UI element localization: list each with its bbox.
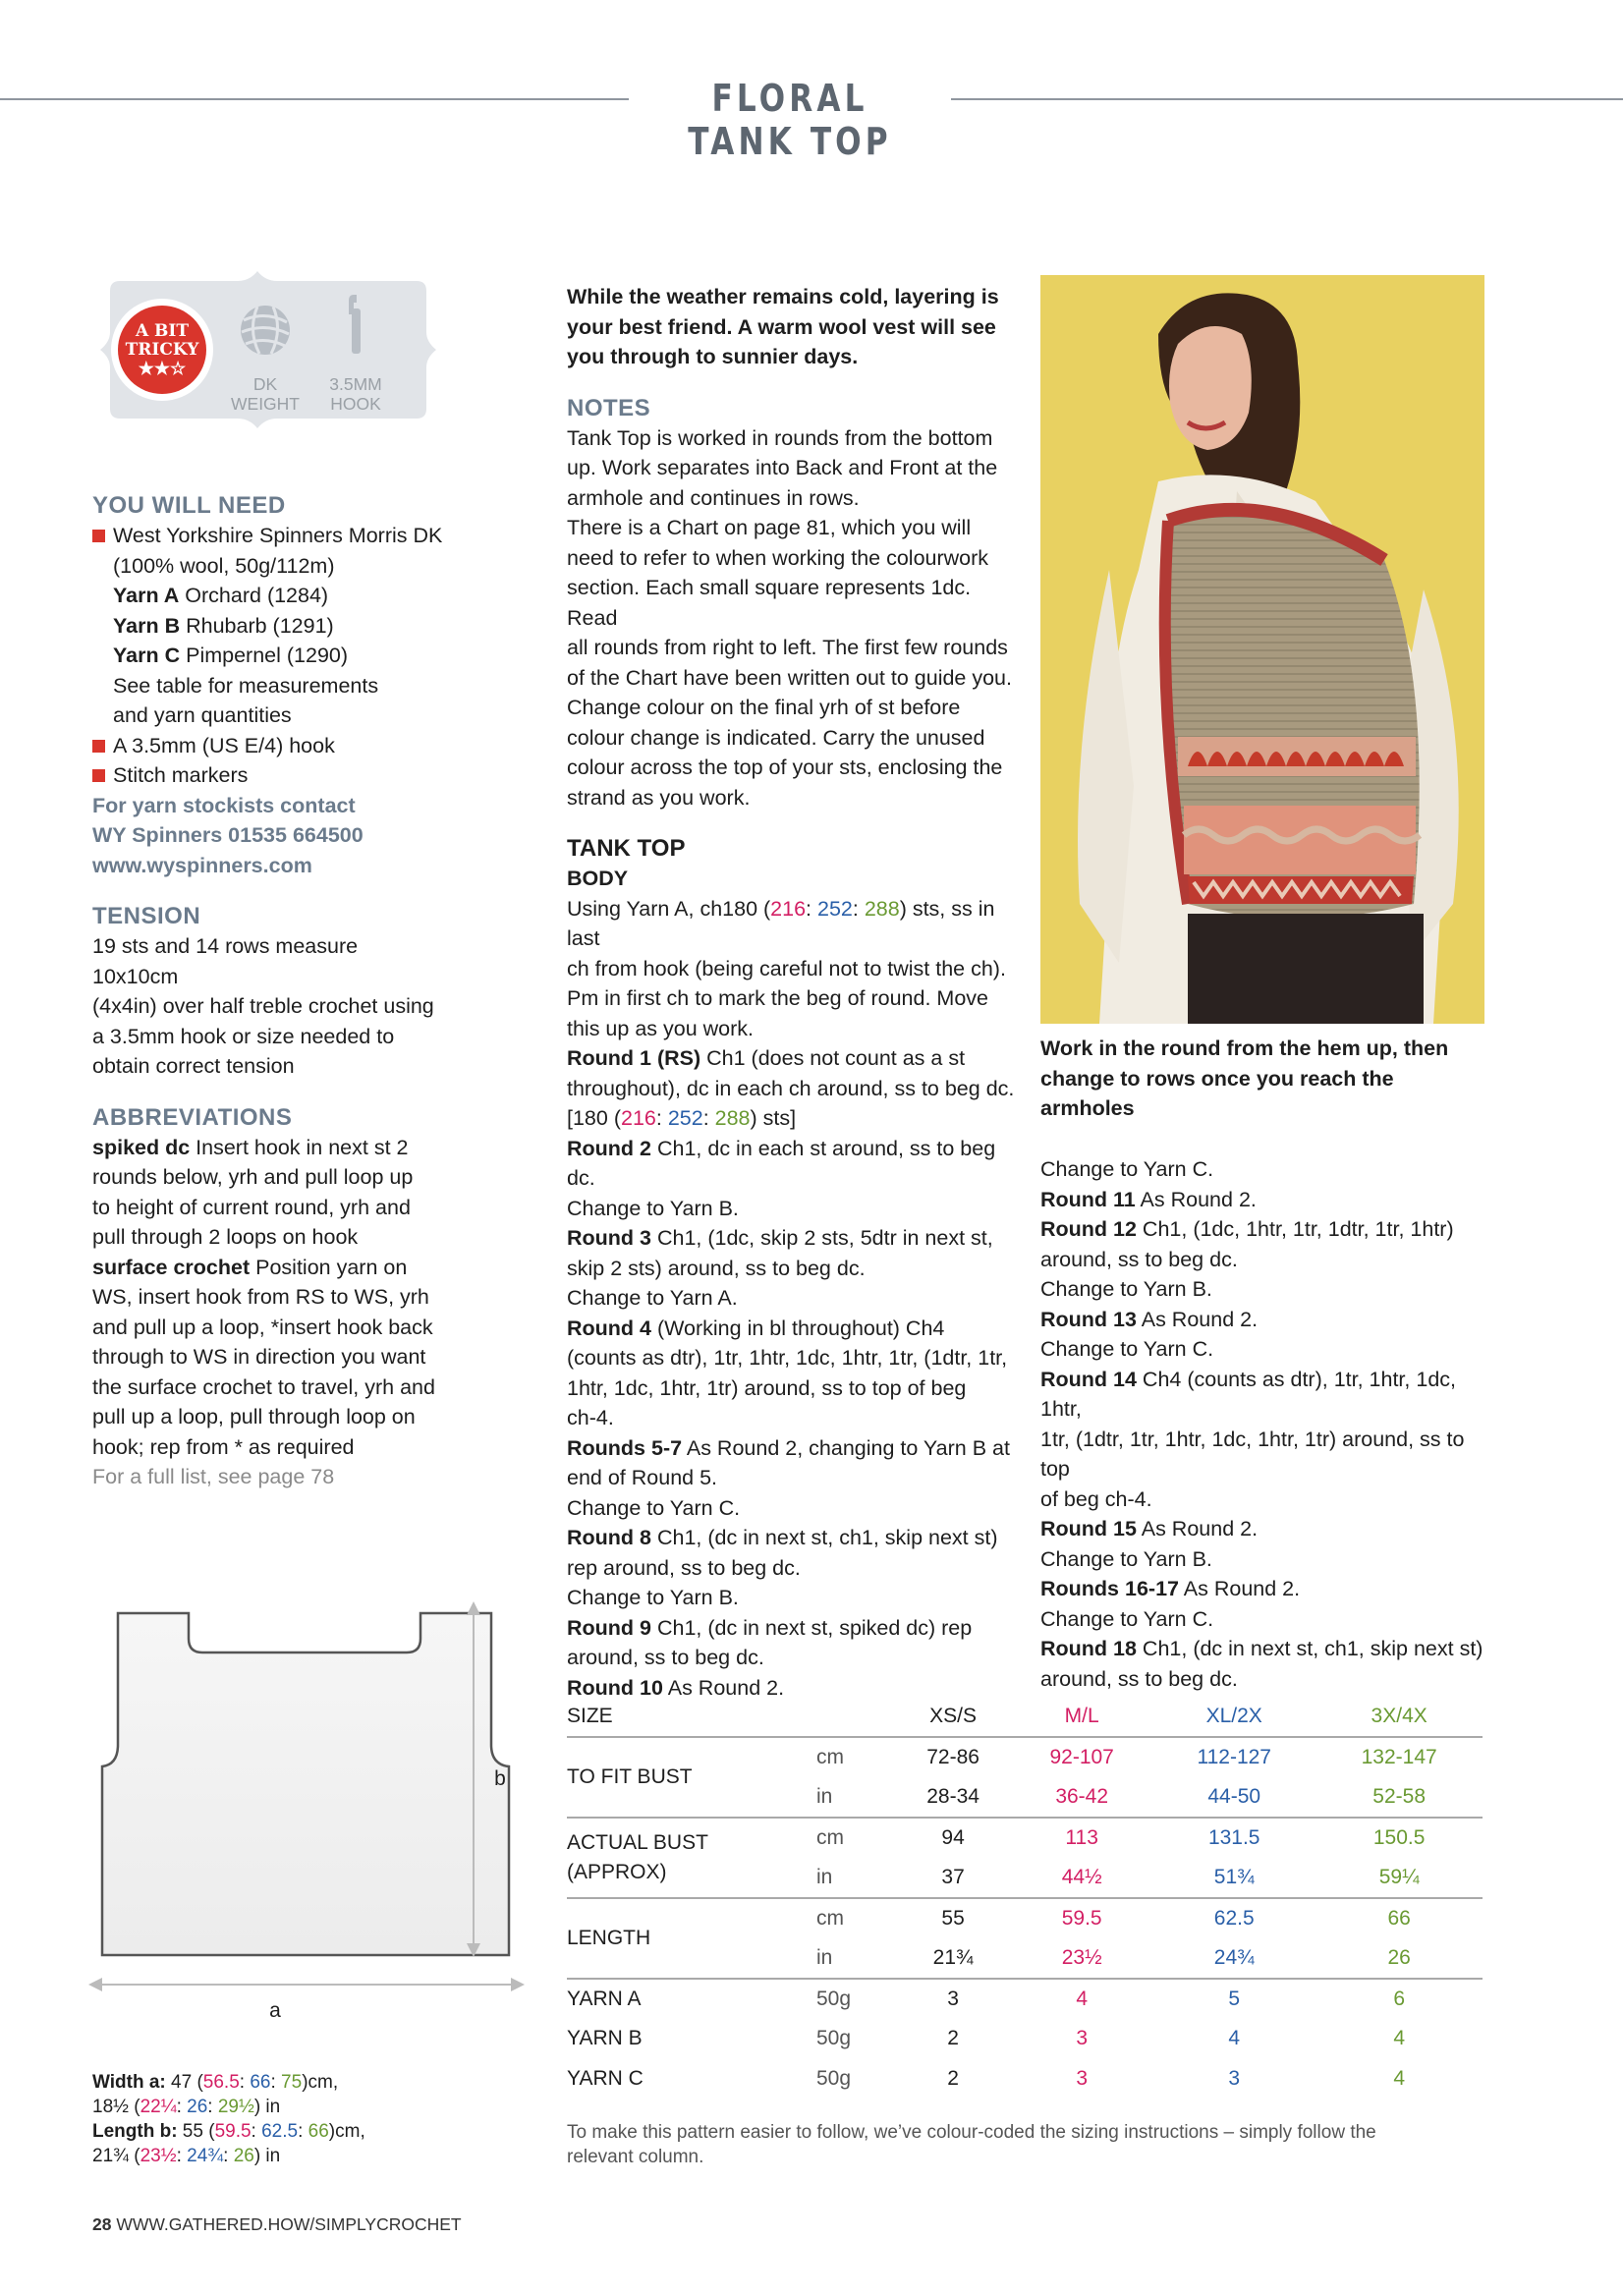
table-note: To make this pattern easier to follow, we’ve colour-coded the sizing instructions – simply follow the relevant column. bbox=[567, 2122, 1376, 2167]
model-photo bbox=[1040, 275, 1484, 1024]
schematic-diagram bbox=[79, 1582, 531, 2044]
abbreviations-heading: ABBREVIATIONS bbox=[92, 1103, 293, 1131]
table-row: YARN C 50g 2 3 3 4 bbox=[567, 2067, 1405, 2091]
header-rule-right bbox=[951, 98, 1623, 100]
photo-caption: Work in the round from the hem up, then change to rows once you reach the armholes bbox=[1040, 1036, 1449, 1120]
round-10: Round 10 As Round 2. bbox=[567, 1675, 785, 1700]
table-row: YARN A 50g 3 4 5 6 bbox=[567, 1979, 1483, 2019]
table-row: in 37 44½ 51¾ 59¼ bbox=[816, 1865, 1420, 1888]
round-11: Round 11 As Round 2. bbox=[1040, 1187, 1257, 1211]
round-13: Round 13 As Round 2. bbox=[1040, 1307, 1259, 1331]
width-dimension-label: a bbox=[269, 1999, 281, 2022]
right-column: Change to Yarn C. Round 11 As Round 2. Round 12 Ch1, (1dc, 1htr, 1tr, 1dtr, 1tr, 1htr) around, ss to beg dc. Change to Yarn B. Round 13 As Round 2. Change to Yarn C. Round 14 Ch4 (counts as dtr), 1tr, 1htr, 1dc, 1htr, 1tr, (1dtr, 1tr, 1htr, 1dc, 1htr, 1tr) around, ss to top of beg ch-4. Round 15 As Round 2. Change to Yarn B. Rounds 16-17 As Round 2. Change to Yarn C. Round 18 Ch1, (dc in next st, ch1, skip next st) around, ss to beg dc. bbox=[1040, 1154, 1492, 1694]
difficulty-stars: ★★☆ bbox=[138, 359, 187, 379]
tension-heading: TENSION bbox=[92, 903, 201, 929]
page-header bbox=[0, 77, 1623, 163]
materials-item-yarn: West Yorkshire Spinners Morris DK bbox=[92, 521, 446, 551]
round-14: Round 14 Ch4 (counts as dtr), 1tr, 1htr, 1dc, 1htr, bbox=[1040, 1367, 1456, 1421]
round-2: Round 2 Ch1, dc in each st around, ss to beg dc. bbox=[567, 1136, 996, 1190]
difficulty-label: A BIT TRICKY ★★☆ bbox=[118, 322, 206, 379]
yarn-b-line: Yarn B Rhubarb (1291) bbox=[113, 613, 334, 638]
schematic-measurements: Width a: 47 (56.5: 66: 75)cm, 18½ (22¼: 26: 29½) in Length b: 55 (59.5: 62.5: 66)cm, 21¾ (23½: 24¾: 26) in bbox=[92, 2072, 365, 2166]
round-18: Round 18 Ch1, (dc in next st, ch1, skip next st) bbox=[1040, 1637, 1483, 1660]
you-will-need-heading: YOU WILL NEED bbox=[92, 492, 286, 519]
stockists-link[interactable]: www.wyspinners.com bbox=[92, 853, 312, 877]
table-row: YARN B 50g 2 3 4 4 bbox=[567, 2027, 1405, 2050]
full-list-link[interactable]: For a full list, see page 78 bbox=[92, 1465, 335, 1488]
table-header-row: SIZE XS/S M/L XL/2X 3X/4X bbox=[567, 1705, 1427, 1728]
page-number: 28 bbox=[92, 2214, 112, 2234]
round-9: Round 9 Ch1, (dc in next st, spiked dc) rep bbox=[567, 1615, 973, 1640]
materials-item-markers: Stitch markers bbox=[92, 760, 446, 791]
round-8: Round 8 Ch1, (dc in next st, ch1, skip next st) bbox=[567, 1526, 998, 1549]
yarn-ball-icon bbox=[241, 306, 290, 355]
table-row: in 21¾ 23½ 24¾ 26 bbox=[816, 1945, 1411, 1969]
difficulty-badge bbox=[90, 271, 446, 428]
abbrev-spiked-dc: spiked dc Insert hook in next st 2 bbox=[92, 1135, 409, 1159]
page-title: FLORAL TANK TOP bbox=[688, 77, 892, 163]
materials-item-hook: A 3.5mm (US E/4) hook bbox=[92, 731, 446, 761]
body-instructions: Using Yarn A, ch180 (216: 252: 288) sts, ss in last bbox=[567, 896, 995, 950]
header-rule-left bbox=[0, 98, 629, 100]
tank-top-heading: TANK TOP bbox=[567, 835, 686, 862]
size-table bbox=[567, 1698, 1483, 2100]
round-4: Round 4 (Working in bl throughout) Ch4 bbox=[567, 1316, 945, 1340]
table-row: ACTUAL BUST (APPROX) cm 94 113 131.5 150.5 bbox=[567, 1818, 1483, 1858]
rounds-5-7: Rounds 5-7 As Round 2, changing to Yarn B at bbox=[567, 1435, 1010, 1460]
table-row: TO FIT BUST cm 72-86 92-107 112-127 132-147 bbox=[567, 1737, 1483, 1777]
footer-url[interactable]: WWW.GATHERED.HOW/SIMPLYCROCHET bbox=[111, 2214, 462, 2234]
round-1: Round 1 (RS) Ch1 (does not count as a st bbox=[567, 1046, 966, 1070]
round-15: Round 15 As Round 2. bbox=[1040, 1517, 1259, 1540]
page-footer bbox=[92, 2213, 462, 2235]
photo-image bbox=[1040, 275, 1484, 1024]
table-row: LENGTH cm 55 59.5 62.5 66 bbox=[567, 1898, 1483, 1938]
yarn-c-line: Yarn C Pimpernel (1290) bbox=[113, 644, 349, 667]
body-heading: BODY bbox=[567, 867, 629, 890]
yarn-a-line: Yarn A Orchard (1284) bbox=[113, 584, 329, 607]
table-row: in 28-34 36-42 44-50 52-58 bbox=[816, 1784, 1427, 1808]
stockists-text: For yarn stockists contact bbox=[92, 793, 356, 817]
rounds-16-17: Rounds 16-17 As Round 2. bbox=[1040, 1577, 1301, 1600]
notes-heading: NOTES bbox=[567, 394, 651, 421]
middle-column: While the weather remains cold, layering is your best friend. A warm wool vest will see you through to sunnier days. NOTES Tank Top is worked in rounds from the bottom up. Work separates into Back and Front at the armhole and continues in rows. There is a Chart on page 81, which you will need to refer to when working the colourwork section. Each small square represents 1dc. Read all rounds from right to left. The first few rounds of the Chart have been written out to guide you. Change colour on the final yrh of st before colour change is indicated. Carry the unused colour across the top of your sts, enclosing the strand as you work. TANK TOP BODY Using Yarn A, ch180 (216: 252: 288) sts, ss in last ch from hook (being careful not to twist the ch). Pm in first ch to mark the beg of round. Move this up as you work. Round 1 (RS) Ch1 (does not count as a st throughout), dc in each ch around, ss to beg dc. [180 (216: 252: 288) sts] Round 2 Ch1, dc in each st around, ss to beg dc. Change to Yarn B. Round 3 Ch1, (1dc, skip 2 sts, 5dtr in next st, skip 2 sts) around, ss to beg dc. Change to Yarn A. Round 4 (Working in bl throughout) Ch4 (counts as dtr), 1tr, 1htr, 1dc, 1htr, 1tr, (1dtr, 1tr, 1htr, 1dc, 1htr, 1tr) around, ss to top of beg ch-4. Rounds 5-7 As Round 2, changing to Yarn B at end of Round 5. Change to Yarn C. Round 8 Ch1, (dc in next st, ch1, skip next st) rep around, ss to beg dc. Change to Yarn B. Round 9 Ch1, (dc in next st, spiked dc) rep around, ss to beg dc. Round 10 As Round 2. bbox=[567, 282, 1019, 1703]
intro-text: While the weather remains cold, layering is bbox=[567, 285, 999, 308]
schematic-drawing bbox=[79, 1582, 531, 2044]
hook-size-label: 3.5MM HOOK bbox=[329, 374, 382, 414]
yarn-weight-label: DK WEIGHT bbox=[231, 374, 300, 414]
round-3: Round 3 Ch1, (1dc, skip 2 sts, 5dtr in next st, bbox=[567, 1226, 993, 1250]
abbrev-surface-crochet: surface crochet Position yarn on bbox=[92, 1255, 408, 1279]
notes-text: Tank Top is worked in rounds from the bottom up. Work separates into Back and Front at the armhole and continues in rows. There is a Chart on page 81, which you will need to refer to when working the colourwork section. Each small square represents 1dc. Read all rounds from right to left. The first few rounds of the Chart have been written out to guide you. Change colour on the final yrh of st before colour change is indicated. Carry the unused colour across the top of your sts, enclosing the strand as you work. bbox=[567, 425, 1012, 810]
round-12: Round 12 Ch1, (1dc, 1htr, 1tr, 1dtr, 1tr, 1htr) bbox=[1040, 1217, 1454, 1241]
length-dimension-label: b bbox=[494, 1767, 506, 1790]
left-column: YOU WILL NEED West Yorkshire Spinners Morris DK (100% wool, 50g/112m) Yarn A Orchard (1284) Yarn B Rhubarb (1291) Yarn C Pimpernel (1290) See table for measurements and yarn quantities A 3.5mm (US E/4) hook Stitch markers For yarn stockists contact WY Spinners 01535 664500 www.wyspinners.com TENSION 19 sts and 14 rows measure 10x10cm (4x4in) over half treble crochet using a 3.5mm hook or size needed to obtain correct tension ABBREVIATIONS spiked dc Insert hook in next st 2 rounds below, yrh and pull loop up to height of current round, yrh and pull through 2 loops on hook surface crochet Position yarn on WS, insert hook from RS to WS, yrh and pull up a loop, *insert hook back through to WS in direction you want the surface crochet to travel, yrh and pull up a loop, pull through loop on hook; rep from * as required For a full list, see page 78 bbox=[92, 491, 446, 1492]
